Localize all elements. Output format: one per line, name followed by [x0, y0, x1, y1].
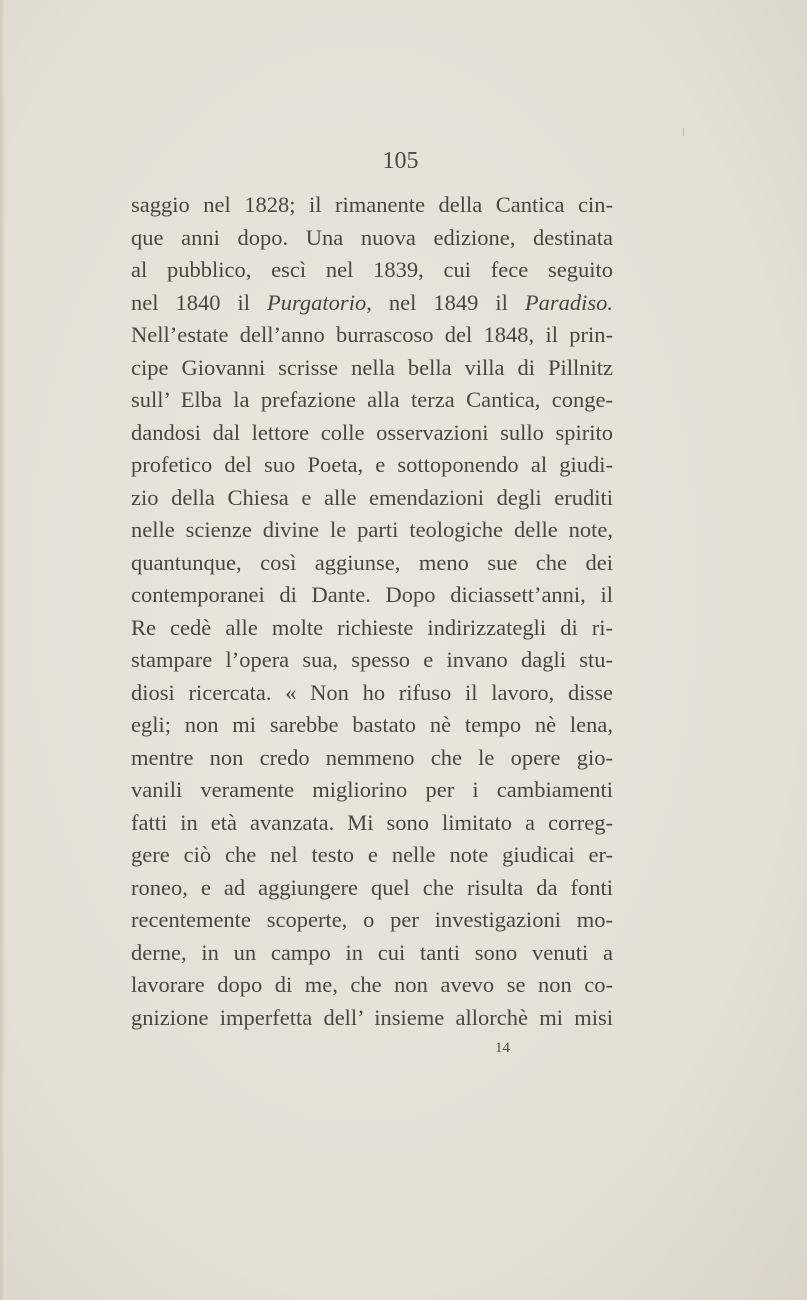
text-segment: sull’ Elba la prefazione alla terza Cantica, conge-	[131, 387, 613, 412]
text-segment: profetico del suo Poeta, e sottoponendo al giudi-	[131, 452, 613, 477]
text-segment: recentemente scoperte, o per investigazioni mo-	[131, 907, 613, 932]
italic-title: Purgatorio	[267, 289, 367, 315]
text-segment: mentre non credo nemmeno che le opere gio-	[131, 744, 613, 770]
text-segment: Re cedè alle molte richieste indirizzategli di ri-	[131, 614, 613, 640]
page-number-text: 105	[382, 148, 419, 174]
text-segment: gere ciò che nel testo e nelle note giudicai er-	[131, 842, 613, 867]
signature-mark: 14	[495, 1040, 510, 1056]
text-segment: nelle scienze divine le parti teologiche delle note,	[131, 517, 613, 542]
text-line	[131, 904, 613, 937]
text-segment: vanili veramente migliorino per i cambiamenti	[131, 777, 613, 802]
text-line	[131, 807, 613, 840]
text-line	[131, 1002, 613, 1035]
text-line	[131, 449, 613, 482]
text-segment: al pubblico, escì nel 1839, cui fece seguito	[131, 257, 613, 282]
text-line	[131, 839, 613, 872]
text-line	[131, 969, 613, 1002]
text-segment: Nell’estate dell’anno burrascoso del 1848, il prin-	[131, 322, 613, 347]
page-edge	[0, 0, 6, 1300]
text-line	[131, 677, 613, 710]
text-line	[131, 514, 613, 547]
paper-mark	[683, 128, 684, 136]
italic-title: Paradiso.	[524, 289, 613, 315]
text-line	[131, 384, 613, 417]
text-segment: stampare l’opera sua, spesso e invano dagli stu-	[131, 647, 613, 672]
page-number	[0, 148, 807, 175]
text-segment: dandosi dal lettore colle osservazioni sullo spirito	[131, 419, 613, 445]
text-line	[131, 774, 613, 807]
text-line	[131, 189, 613, 222]
text-line	[131, 222, 613, 255]
text-segment: zio della Chiesa e alle emendazioni degli eruditi	[131, 484, 613, 510]
text-segment: quantunque, così aggiunse, meno sue che dei	[131, 549, 613, 575]
text-segment: gnizione imperfetta dell’ insieme allorchè mi misi	[131, 1004, 613, 1030]
text-line	[131, 612, 613, 645]
text-segment: saggio nel 1828; il rimanente della Cantica cin-	[131, 192, 613, 217]
text-segment: fatti in età avanzata. Mi sono limitato a correg-	[131, 809, 613, 835]
text-line	[131, 547, 613, 580]
text-segment: nel 1840 il	[131, 289, 268, 315]
text-segment: lavorare dopo di me, che non avevo se non co-	[131, 972, 613, 997]
text-line	[131, 579, 613, 612]
text-line	[131, 937, 613, 970]
text-segment: contemporanei di Dante. Dopo diciassett’anni, il	[131, 582, 613, 607]
text-line	[131, 319, 613, 352]
text-line	[131, 742, 613, 775]
text-segment: que anni dopo. Una nuova edizione, destinata	[131, 224, 613, 250]
text-segment: derne, in un campo in cui tanti sono venuti a	[131, 939, 613, 965]
text-line	[131, 254, 613, 287]
text-line	[131, 644, 613, 677]
text-line	[131, 872, 613, 905]
text-segment: diosi ricercata. « Non ho rifuso il lavoro, disse	[131, 679, 613, 705]
text-segment: , nel 1849 il	[366, 289, 525, 315]
text-segment: cipe Giovanni scrisse nella bella villa di Pillnitz	[131, 354, 613, 380]
text-line	[131, 352, 613, 385]
text-line	[131, 417, 613, 450]
text-line	[131, 482, 613, 515]
text-segment: egli; non mi sarebbe bastato nè tempo nè lena,	[131, 712, 613, 737]
text-line	[131, 287, 613, 320]
text-segment: roneo, e ad aggiungere quel che risulta da fonti	[131, 874, 613, 900]
body-text	[131, 189, 613, 1034]
text-line	[131, 709, 613, 742]
